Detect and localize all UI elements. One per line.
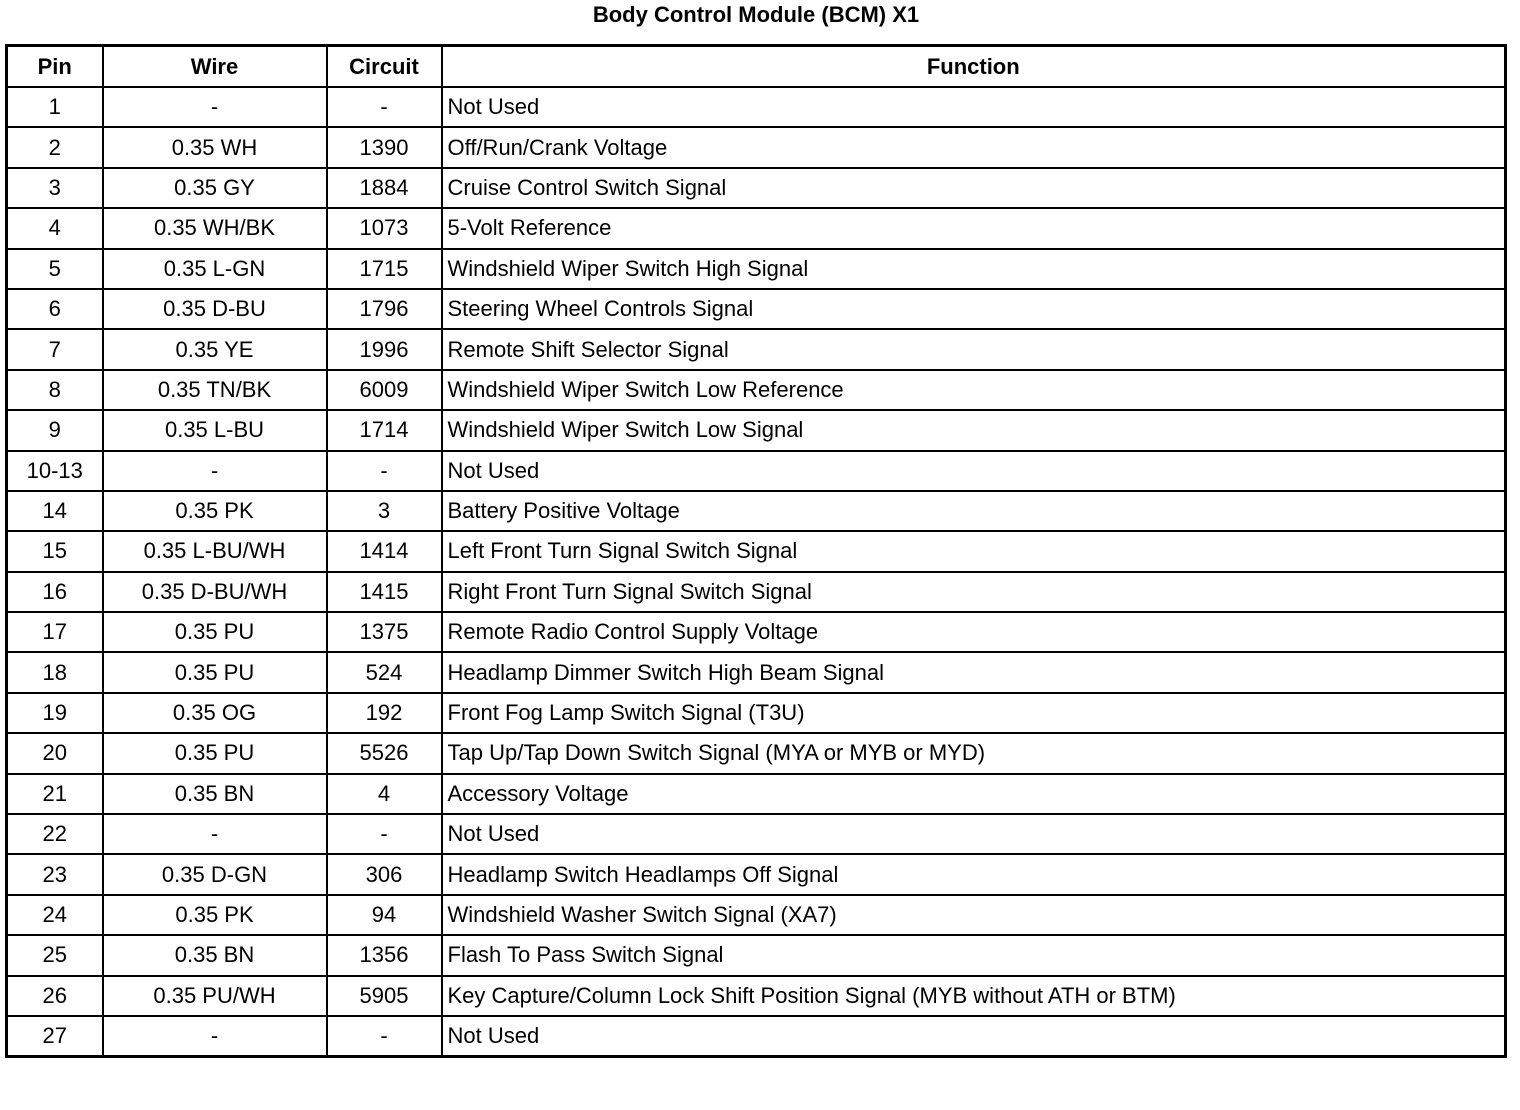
function-cell: Tap Up/Tap Down Switch Signal (MYA or MYB or MYD) (442, 733, 1506, 773)
pin-cell: 1 (7, 87, 103, 127)
pin-cell: 7 (7, 329, 103, 369)
pin-cell: 5 (7, 249, 103, 289)
circuit-cell: 5905 (327, 976, 442, 1016)
circuit-cell: 4 (327, 774, 442, 814)
table-body (7, 87, 1506, 1057)
wire-cell: - (103, 87, 327, 127)
function-cell: Remote Radio Control Supply Voltage (442, 612, 1506, 652)
header-row (7, 46, 1506, 88)
circuit-cell: 1714 (327, 410, 442, 450)
wire-cell: 0.35 PU (103, 612, 327, 652)
circuit-cell: 5526 (327, 733, 442, 773)
circuit-cell: 306 (327, 854, 442, 894)
table-row (7, 87, 1506, 127)
circuit-cell: 1884 (327, 168, 442, 208)
function-cell: Windshield Wiper Switch Low Signal (442, 410, 1506, 450)
wire-cell: 0.35 WH (103, 127, 327, 167)
wire-cell: 0.35 PU (103, 652, 327, 692)
pin-cell: 23 (7, 854, 103, 894)
table-row (7, 895, 1506, 935)
wire-cell: 0.35 PU (103, 733, 327, 773)
wire-cell: 0.35 OG (103, 693, 327, 733)
circuit-cell: 192 (327, 693, 442, 733)
column-header-circuit: Circuit (327, 46, 442, 88)
wire-cell: 0.35 PU/WH (103, 976, 327, 1016)
pin-cell: 17 (7, 612, 103, 652)
function-cell: Not Used (442, 87, 1506, 127)
connector-pin-table (5, 44, 1507, 1058)
circuit-cell: 94 (327, 895, 442, 935)
function-cell: Key Capture/Column Lock Shift Position Signal (MYB without ATH or BTM) (442, 976, 1506, 1016)
circuit-cell: 1415 (327, 572, 442, 612)
table-row (7, 451, 1506, 491)
pin-cell: 6 (7, 289, 103, 329)
circuit-cell: - (327, 87, 442, 127)
table-row (7, 491, 1506, 531)
wire-cell: 0.35 GY (103, 168, 327, 208)
wire-cell: 0.35 BN (103, 935, 327, 975)
pin-cell: 26 (7, 976, 103, 1016)
table-row (7, 774, 1506, 814)
pin-cell: 21 (7, 774, 103, 814)
circuit-cell: 1356 (327, 935, 442, 975)
column-header-function: Function (442, 46, 1506, 88)
wire-cell: - (103, 451, 327, 491)
table-row (7, 127, 1506, 167)
table-row (7, 572, 1506, 612)
function-cell: Cruise Control Switch Signal (442, 168, 1506, 208)
circuit-cell: - (327, 1016, 442, 1057)
table-row (7, 531, 1506, 571)
function-cell: Remote Shift Selector Signal (442, 329, 1506, 369)
pin-cell: 24 (7, 895, 103, 935)
pin-cell: 9 (7, 410, 103, 450)
function-cell: Windshield Wiper Switch Low Reference (442, 370, 1506, 410)
table-row (7, 612, 1506, 652)
table-row (7, 1016, 1506, 1057)
table-row (7, 733, 1506, 773)
table-row (7, 168, 1506, 208)
wire-cell: 0.35 L-BU (103, 410, 327, 450)
column-header-pin: Pin (7, 46, 103, 88)
pin-cell: 14 (7, 491, 103, 531)
pin-cell: 2 (7, 127, 103, 167)
table-row (7, 208, 1506, 248)
circuit-cell: 1796 (327, 289, 442, 329)
wire-cell: 0.35 L-BU/WH (103, 531, 327, 571)
pin-cell: 25 (7, 935, 103, 975)
circuit-cell: 1375 (327, 612, 442, 652)
circuit-cell: - (327, 814, 442, 854)
function-cell: Not Used (442, 451, 1506, 491)
table-row (7, 693, 1506, 733)
pin-cell: 22 (7, 814, 103, 854)
circuit-cell: 524 (327, 652, 442, 692)
table-row (7, 652, 1506, 692)
column-header-wire: Wire (103, 46, 327, 88)
pin-cell: 18 (7, 652, 103, 692)
pin-cell: 4 (7, 208, 103, 248)
pin-cell: 15 (7, 531, 103, 571)
table-row (7, 976, 1506, 1016)
table-row (7, 935, 1506, 975)
function-cell: Right Front Turn Signal Switch Signal (442, 572, 1506, 612)
wire-cell: 0.35 L-GN (103, 249, 327, 289)
table-row (7, 249, 1506, 289)
wire-cell: 0.35 WH/BK (103, 208, 327, 248)
wire-cell: 0.35 YE (103, 329, 327, 369)
circuit-cell: 1390 (327, 127, 442, 167)
table-row (7, 370, 1506, 410)
table-row (7, 854, 1506, 894)
pin-cell: 16 (7, 572, 103, 612)
pin-cell: 20 (7, 733, 103, 773)
table-row (7, 289, 1506, 329)
wire-cell: 0.35 BN (103, 774, 327, 814)
function-cell: 5-Volt Reference (442, 208, 1506, 248)
pin-cell: 8 (7, 370, 103, 410)
circuit-cell: 1073 (327, 208, 442, 248)
pin-cell: 3 (7, 168, 103, 208)
circuit-cell: 1414 (327, 531, 442, 571)
circuit-cell: - (327, 451, 442, 491)
function-cell: Left Front Turn Signal Switch Signal (442, 531, 1506, 571)
pin-cell: 27 (7, 1016, 103, 1057)
wire-cell: 0.35 PK (103, 895, 327, 935)
circuit-cell: 1715 (327, 249, 442, 289)
wire-cell: - (103, 814, 327, 854)
function-cell: Off/Run/Crank Voltage (442, 127, 1506, 167)
wire-cell: 0.35 D-GN (103, 854, 327, 894)
wire-cell: 0.35 D-BU/WH (103, 572, 327, 612)
document-title: Body Control Module (BCM) X1 (592, 2, 920, 27)
pin-cell: 19 (7, 693, 103, 733)
circuit-cell: 3 (327, 491, 442, 531)
table-row (7, 814, 1506, 854)
function-cell: Front Fog Lamp Switch Signal (T3U) (442, 693, 1506, 733)
wire-cell: 0.35 TN/BK (103, 370, 327, 410)
circuit-cell: 1996 (327, 329, 442, 369)
table-row (7, 329, 1506, 369)
function-cell: Headlamp Switch Headlamps Off Signal (442, 854, 1506, 894)
function-cell: Not Used (442, 814, 1506, 854)
function-cell: Windshield Wiper Switch High Signal (442, 249, 1506, 289)
function-cell: Headlamp Dimmer Switch High Beam Signal (442, 652, 1506, 692)
table-row (7, 410, 1506, 450)
wire-cell: 0.35 PK (103, 491, 327, 531)
function-cell: Windshield Washer Switch Signal (XA7) (442, 895, 1506, 935)
wire-cell: - (103, 1016, 327, 1057)
function-cell: Not Used (442, 1016, 1506, 1057)
function-cell: Accessory Voltage (442, 774, 1506, 814)
circuit-cell: 6009 (327, 370, 442, 410)
function-cell: Steering Wheel Controls Signal (442, 289, 1506, 329)
function-cell: Flash To Pass Switch Signal (442, 935, 1506, 975)
function-cell: Battery Positive Voltage (442, 491, 1506, 531)
pin-cell: 10-13 (7, 451, 103, 491)
wire-cell: 0.35 D-BU (103, 289, 327, 329)
